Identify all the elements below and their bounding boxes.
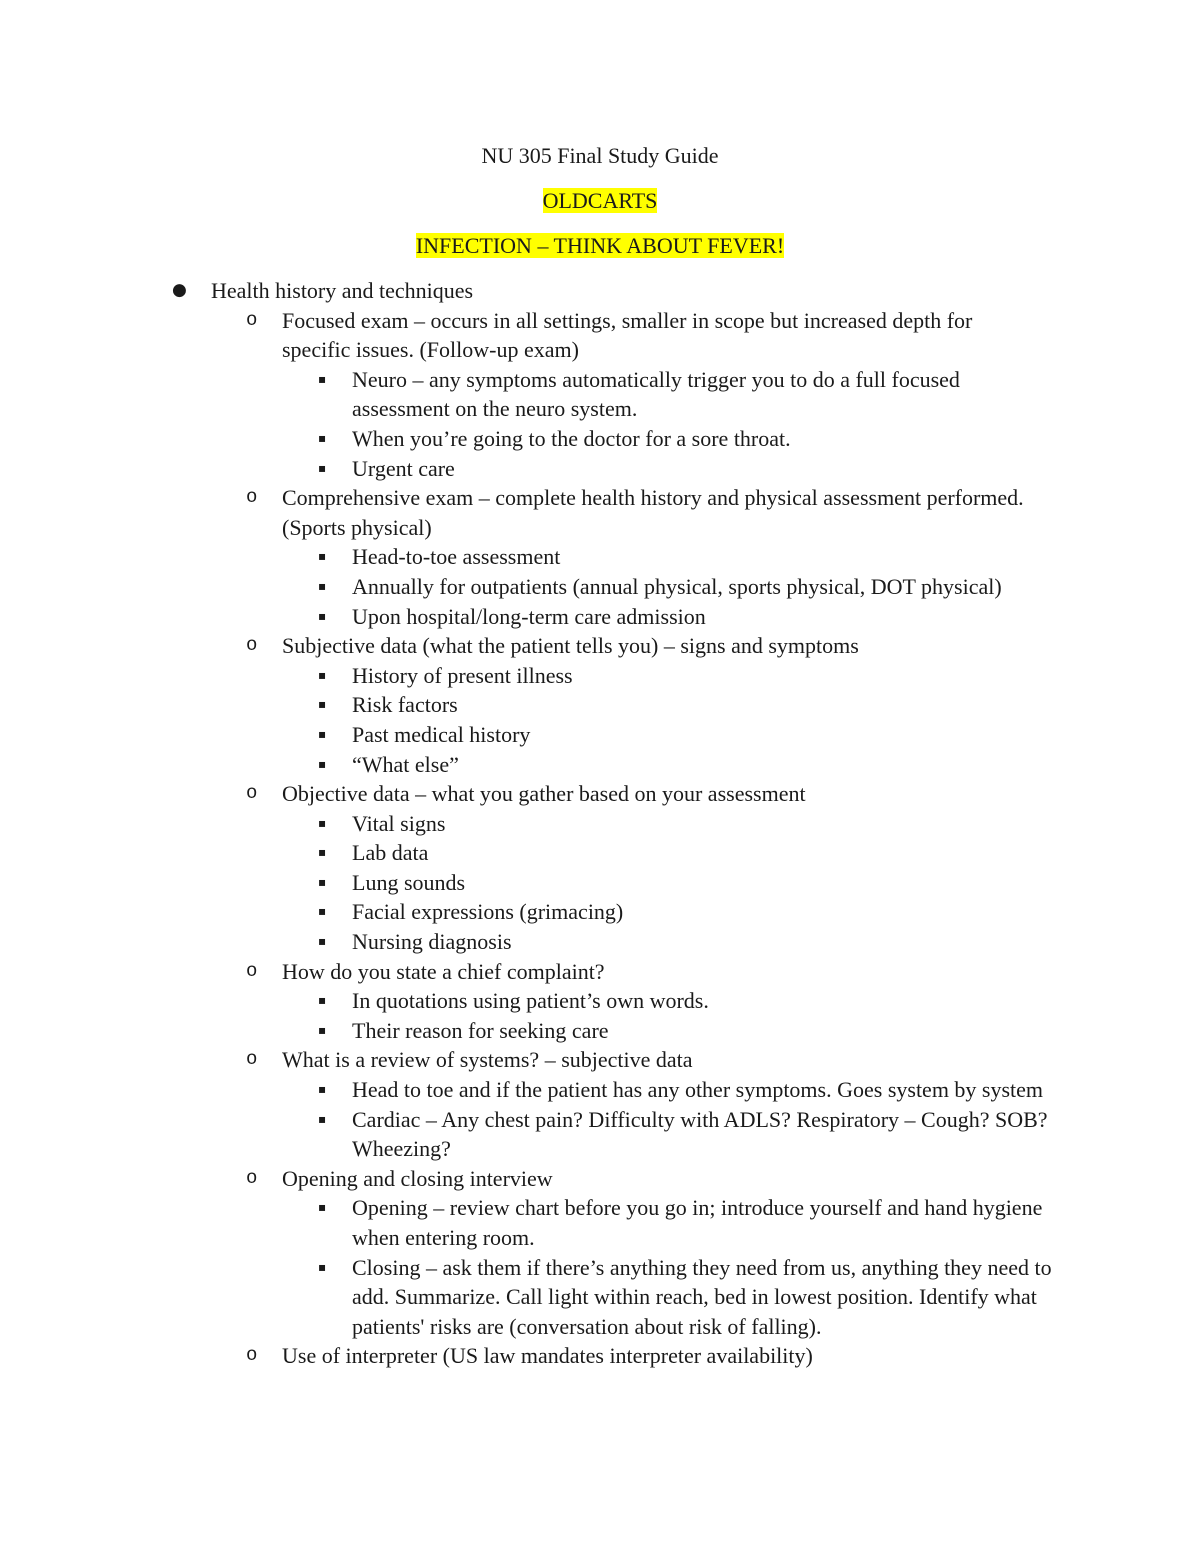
square-bullet-icon: ▪ xyxy=(318,904,327,919)
outline-item xyxy=(0,542,1200,572)
outline-section xyxy=(0,306,1200,365)
outline-item xyxy=(0,661,1200,691)
filled-circle-bullet-icon: ● xyxy=(172,280,187,300)
outline-item xyxy=(0,897,1200,927)
outline-item xyxy=(0,1253,1200,1342)
hollow-circle-bullet-icon: o xyxy=(246,1166,258,1189)
outline-item xyxy=(0,809,1200,839)
section-text: Focused exam – occurs in all settings, smaller in scope but increased depth for specific issues. (Follow-up exam) xyxy=(282,307,973,363)
document-title xyxy=(0,141,1200,171)
square-bullet-icon: ▪ xyxy=(318,993,327,1008)
outline-section xyxy=(0,631,1200,661)
item-text: Lung sounds xyxy=(352,869,466,895)
outline-item xyxy=(0,424,1200,454)
hollow-circle-bullet-icon: o xyxy=(246,959,258,982)
outline-list xyxy=(0,276,1200,1371)
item-text: Head-to-toe assessment xyxy=(352,544,561,570)
section-text: How do you state a chief complaint? xyxy=(282,958,605,984)
highlighted-text: OLDCARTS xyxy=(542,188,658,213)
title-text: NU 305 Final Study Guide xyxy=(481,143,719,168)
outline-section xyxy=(0,483,1200,542)
square-bullet-icon: ▪ xyxy=(318,460,327,475)
item-text: “What else” xyxy=(352,751,459,777)
item-text: Lab data xyxy=(352,840,429,866)
square-bullet-icon: ▪ xyxy=(318,756,327,771)
section-text: Opening and closing interview xyxy=(282,1165,553,1191)
outline-topic xyxy=(0,276,1200,306)
item-text: Urgent care xyxy=(352,455,455,481)
outline-item xyxy=(0,602,1200,632)
outline-item xyxy=(0,720,1200,750)
item-text: Opening – review chart before you go in; introduce yourself and hand hygiene when entering room. xyxy=(352,1195,1043,1250)
hollow-circle-bullet-icon: o xyxy=(246,634,258,657)
square-bullet-icon: ▪ xyxy=(318,1200,327,1215)
item-text: When you’re going to the doctor for a sore throat. xyxy=(352,425,791,451)
square-bullet-icon: ▪ xyxy=(318,934,327,949)
outline-item xyxy=(0,868,1200,898)
outline-item xyxy=(0,454,1200,484)
item-text: Cardiac – Any chest pain? Difficulty with ADLS? Respiratory – Cough? SOB? Wheezing? xyxy=(352,1106,1048,1162)
item-text: Neuro – any symptoms automatically trigger you to do a full focused assessment on the neuro system. xyxy=(352,366,960,422)
item-text: Closing – ask them if there’s anything they need from us, anything they need to add. Summarize. Call light within reach, bed in lowest position. Identify what patients' risks are (conversation about risk of falling). xyxy=(352,1254,1052,1339)
item-text: History of present illness xyxy=(352,662,573,688)
outline-item xyxy=(0,838,1200,868)
item-text: Past medical history xyxy=(352,721,531,747)
hollow-circle-bullet-icon: o xyxy=(246,486,258,509)
outline-item xyxy=(0,1075,1200,1105)
outline-section xyxy=(0,1045,1200,1075)
section-text: Objective data – what you gather based on your assessment xyxy=(282,781,806,807)
square-bullet-icon: ▪ xyxy=(318,1082,327,1097)
outline-section xyxy=(0,1341,1200,1371)
square-bullet-icon: ▪ xyxy=(318,697,327,712)
hollow-circle-bullet-icon: o xyxy=(246,1048,258,1071)
outline-item xyxy=(0,690,1200,720)
item-text: Nursing diagnosis xyxy=(352,929,512,955)
square-bullet-icon: ▪ xyxy=(318,667,327,682)
square-bullet-icon: ▪ xyxy=(318,1259,327,1274)
hollow-circle-bullet-icon: o xyxy=(246,308,258,331)
outline-item xyxy=(0,365,1200,424)
square-bullet-icon: ▪ xyxy=(318,430,327,445)
item-text: Annually for outpatients (annual physical, sports physical, DOT physical) xyxy=(352,573,1002,599)
square-bullet-icon: ▪ xyxy=(318,874,327,889)
square-bullet-icon: ▪ xyxy=(318,549,327,564)
outline-item xyxy=(0,1105,1200,1164)
square-bullet-icon: ▪ xyxy=(318,371,327,386)
item-text: In quotations using patient’s own words. xyxy=(352,988,709,1014)
item-text: Vital signs xyxy=(352,810,446,836)
hollow-circle-bullet-icon: o xyxy=(246,782,258,805)
square-bullet-icon: ▪ xyxy=(318,578,327,593)
outline-item xyxy=(0,1016,1200,1046)
outline-section xyxy=(0,1164,1200,1194)
item-text: Risk factors xyxy=(352,692,458,718)
item-text: Head to toe and if the patient has any other symptoms. Goes system by system xyxy=(352,1077,1044,1103)
outline-item xyxy=(0,572,1200,602)
square-bullet-icon: ▪ xyxy=(318,845,327,860)
square-bullet-icon: ▪ xyxy=(318,815,327,830)
item-text: Their reason for seeking care xyxy=(352,1017,609,1043)
square-bullet-icon: ▪ xyxy=(318,1022,327,1037)
square-bullet-icon: ▪ xyxy=(318,608,327,623)
outline-item xyxy=(0,986,1200,1016)
hollow-circle-bullet-icon: o xyxy=(246,1344,258,1367)
outline-item xyxy=(0,927,1200,957)
topic-text: Health history and techniques xyxy=(211,278,474,303)
outline-section xyxy=(0,779,1200,809)
section-text: What is a review of systems? – subjective data xyxy=(282,1047,693,1073)
outline-item xyxy=(0,750,1200,780)
highlighted-text: INFECTION – THINK ABOUT FEVER! xyxy=(415,233,785,258)
section-text: Use of interpreter (US law mandates interpreter availability) xyxy=(282,1343,813,1369)
outline-section xyxy=(0,957,1200,987)
highlight-heading-oldcarts xyxy=(0,186,1200,216)
highlight-heading-infection xyxy=(0,231,1200,261)
item-text: Facial expressions (grimacing) xyxy=(352,899,624,925)
square-bullet-icon: ▪ xyxy=(318,726,327,741)
square-bullet-icon: ▪ xyxy=(318,1111,327,1126)
section-text: Subjective data (what the patient tells you) – signs and symptoms xyxy=(282,633,859,659)
outline-item xyxy=(0,1193,1200,1252)
section-text: Comprehensive exam – complete health history and physical assessment performed. (Sports physical) xyxy=(282,485,1024,540)
item-text: Upon hospital/long-term care admission xyxy=(352,603,706,629)
